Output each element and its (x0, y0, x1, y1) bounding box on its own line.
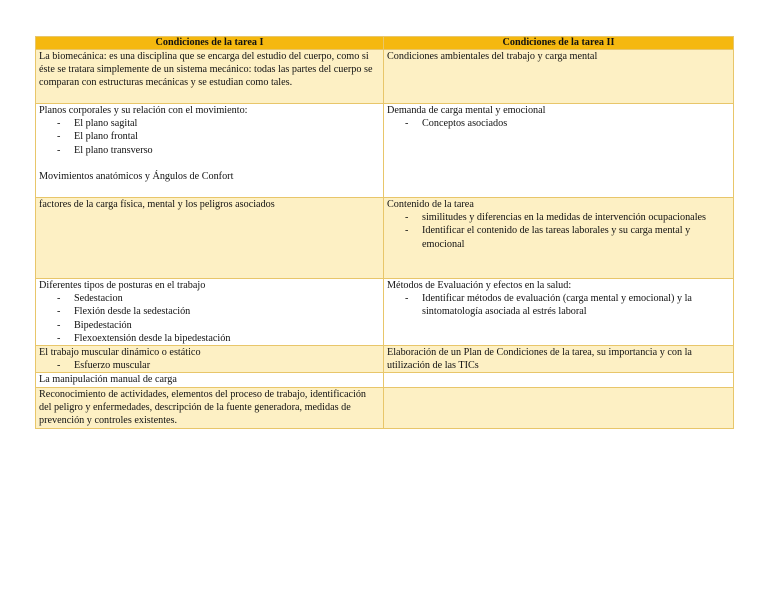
cell-text: factores de la carga física, mental y los peligros asociados (39, 199, 275, 210)
header-tarea-2: Condiciones de la tarea II (384, 37, 734, 50)
conditions-table (35, 36, 734, 429)
list-item: - El plano transverso (57, 144, 380, 157)
cell-manipulacion-carga (36, 373, 384, 387)
cell-title: Contenido de la tarea (387, 199, 474, 210)
table-row (36, 387, 734, 428)
cell-metodos-evaluacion (384, 279, 734, 346)
bullet-list (39, 117, 380, 157)
bullet-list (39, 359, 380, 372)
cell-title: Diferentes tipos de posturas en el trabajo (39, 280, 206, 291)
table-row (36, 198, 734, 279)
header-row (36, 37, 734, 50)
bullet-list (39, 292, 380, 345)
table-row (36, 104, 734, 198)
cell-planos-corporales (36, 104, 384, 198)
cell-text: Condiciones ambientales del trabajo y carga mental (387, 51, 598, 62)
list-item: - similitudes y diferencias en la medidas de intervención ocupacionales (405, 211, 730, 224)
cell-text: Reconocimiento de actividades, elementos del proceso de trabajo, identificación del peligro y enfermedades, descripción de la fuente generadora, medidas de prevención y controles existentes. (39, 388, 367, 427)
list-item: - Esfuerzo muscular (57, 359, 380, 372)
cell-condiciones-ambientales (384, 50, 734, 104)
cell-plan-condiciones (384, 346, 734, 373)
cell-empty (384, 373, 734, 387)
table-row (36, 279, 734, 346)
table-row (36, 346, 734, 373)
list-item: - Sedestacion (57, 292, 380, 305)
cell-title: Demanda de carga mental y emocional (387, 105, 546, 116)
cell-empty (384, 387, 734, 428)
table-row (36, 50, 734, 104)
table-row (36, 373, 734, 387)
cell-biomecanica (36, 50, 384, 104)
cell-factores-carga (36, 198, 384, 279)
cell-trabajo-muscular (36, 346, 384, 373)
cell-demanda-carga (384, 104, 734, 198)
header-tarea-1: Condiciones de la tarea I (36, 37, 384, 50)
list-item: - El plano sagital (57, 117, 380, 130)
cell-text: La biomecánica: es una disciplina que se encarga del estudio del cuerpo, como si éste se tratara simplemente de un sistema mecánico: todas las partes del cuerpo se comparan con estructuras mecánicas y se estudian como tales. (39, 51, 373, 89)
cell-title: Métodos de Evaluación y efectos en la salud: (387, 280, 572, 291)
list-item: - Identificar métodos de evaluación (carga mental y emocional) y la sintomatología asociada al estrés laboral (405, 292, 730, 318)
bullet-list (387, 292, 730, 318)
cell-text: La manipulación manual de carga (39, 374, 177, 386)
list-item: - Conceptos asociados (405, 117, 730, 130)
list-item: - El plano frontal (57, 130, 380, 143)
bullet-list (387, 211, 730, 251)
cell-contenido-tarea (384, 198, 734, 279)
bullet-list (387, 117, 730, 130)
list-item: - Flexión desde la sedestación (57, 305, 380, 318)
cell-title: Planos corporales y su relación con el movimiento: (39, 105, 248, 116)
cell-reconocimiento (36, 387, 384, 428)
cell-posturas (36, 279, 384, 346)
list-item: - Identificar el contenido de las tareas laborales y su carga mental y emocional (405, 224, 730, 250)
cell-title: El trabajo muscular dinámico o estático (39, 347, 201, 359)
list-item: - Flexoextensión desde la bipedestación (57, 332, 380, 345)
cell-text: Elaboración de un Plan de Condiciones de la tarea, su importancia y con la utilización de las TICs (387, 347, 692, 372)
list-item: - Bipedestación (57, 319, 380, 332)
cell-text: Movimientos anatómicos y Ángulos de Confort (39, 170, 234, 182)
